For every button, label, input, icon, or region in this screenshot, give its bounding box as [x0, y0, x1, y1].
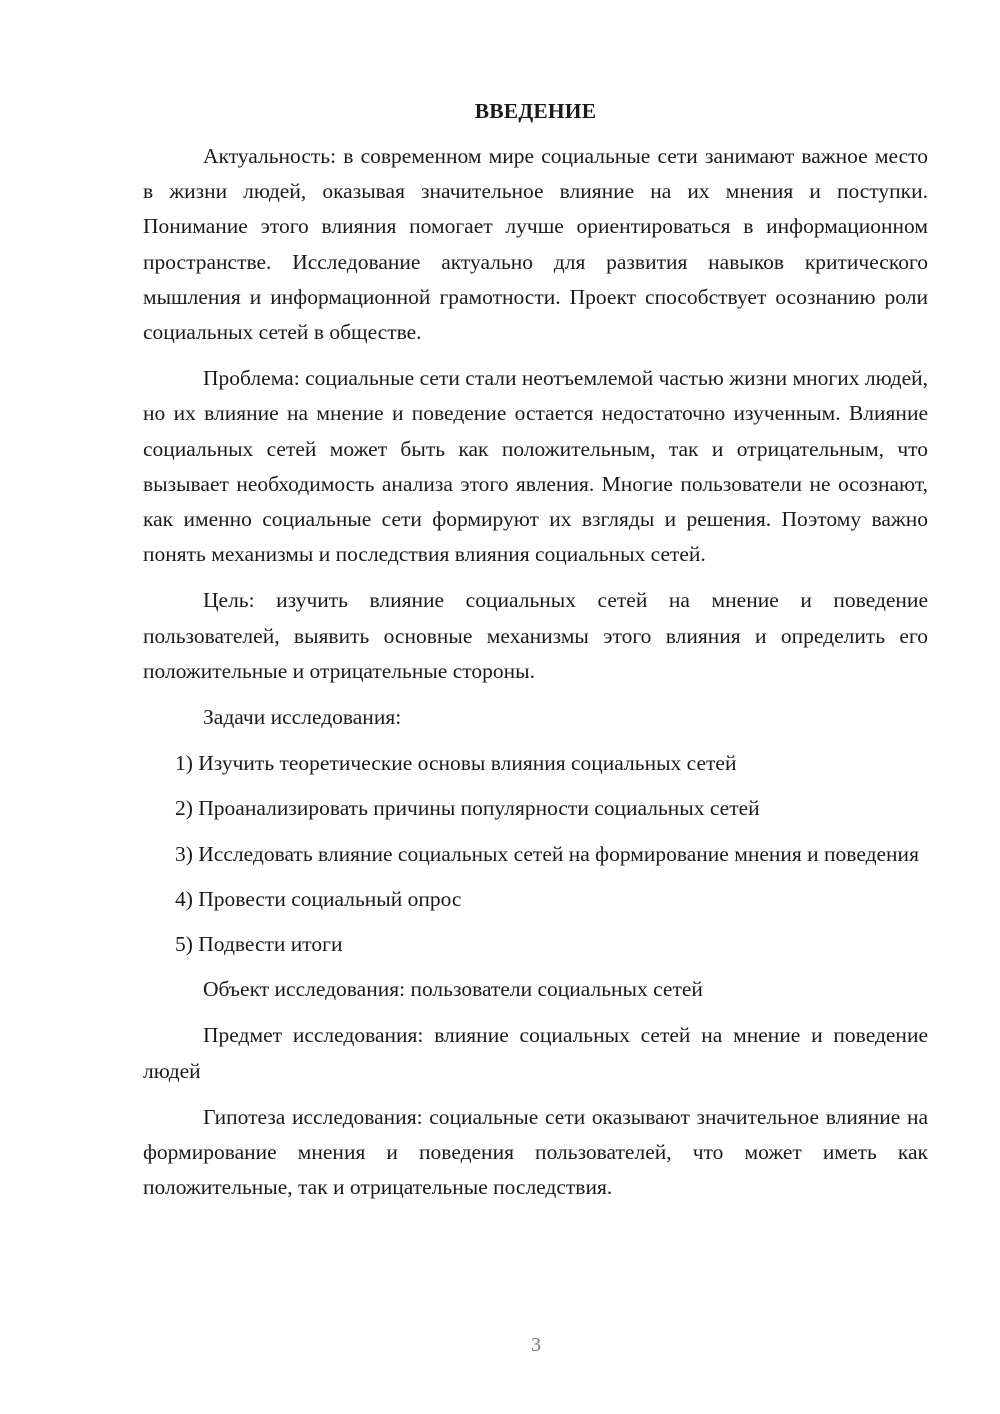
hypothesis-paragraph: Гипотеза исследования: социальные сети оказывают значительное влияние на формирование мнения и поведения пользователей, что может иметь как положительные, так и отрицательные последствия. — [143, 1104, 928, 1200]
section-title: ВВЕДЕНИЕ — [474, 99, 597, 123]
relevance-paragraph: Актуальность: в современном мире социальные сети занимают важное место в жизни людей, оказывая значительное влияние на их мнения и поступки. Понимание этого влияния помогает лучше ориентироваться в информационном пространстве. Исследование актуально для развития навыков критического мышления и информационной грамотности. Проект способствует осознанию роли социальных сетей в обществе. — [143, 144, 928, 345]
tasks-heading: Задачи исследования: — [203, 705, 402, 730]
problem-paragraph: Проблема: социальные сети стали неотъемлемой частью жизни многих людей, но их влияние на мнение и поведение остается недостаточно изученным. Влияние социальных сетей может быть как положительным, так и отрицательным, что вызывает необходимость анализа этого явления. Многие пользователи не осознают, как именно социальные сети формируют их взгляды и решения. Поэтому важно понять механизмы и последствия влияния социальных сетей. — [143, 366, 928, 567]
task-item: 5) Подвести итоги — [175, 932, 343, 957]
task-item: 4) Провести социальный опрос — [175, 886, 462, 911]
page-content — [143, 94, 928, 1216]
goal-paragraph: Цель: изучить влияние социальных сетей на мнение и поведение пользователей, выявить основные механизмы этого влияния и определить его положительные и отрицательные стороны. — [143, 588, 928, 683]
task-item: 2) Проанализировать причины популярности социальных сетей — [175, 796, 760, 821]
subject-paragraph: Предмет исследования: влияние социальных сетей на мнение и поведение людей — [143, 1023, 928, 1083]
page-number: 3 — [531, 1334, 541, 1356]
object-paragraph: Объект исследования: пользователи социальных сетей — [203, 977, 703, 1002]
task-item: 1) Изучить теоретические основы влияния социальных сетей — [175, 751, 737, 776]
task-item: 3) Исследовать влияние социальных сетей на формирование мнения и поведения — [175, 841, 919, 866]
